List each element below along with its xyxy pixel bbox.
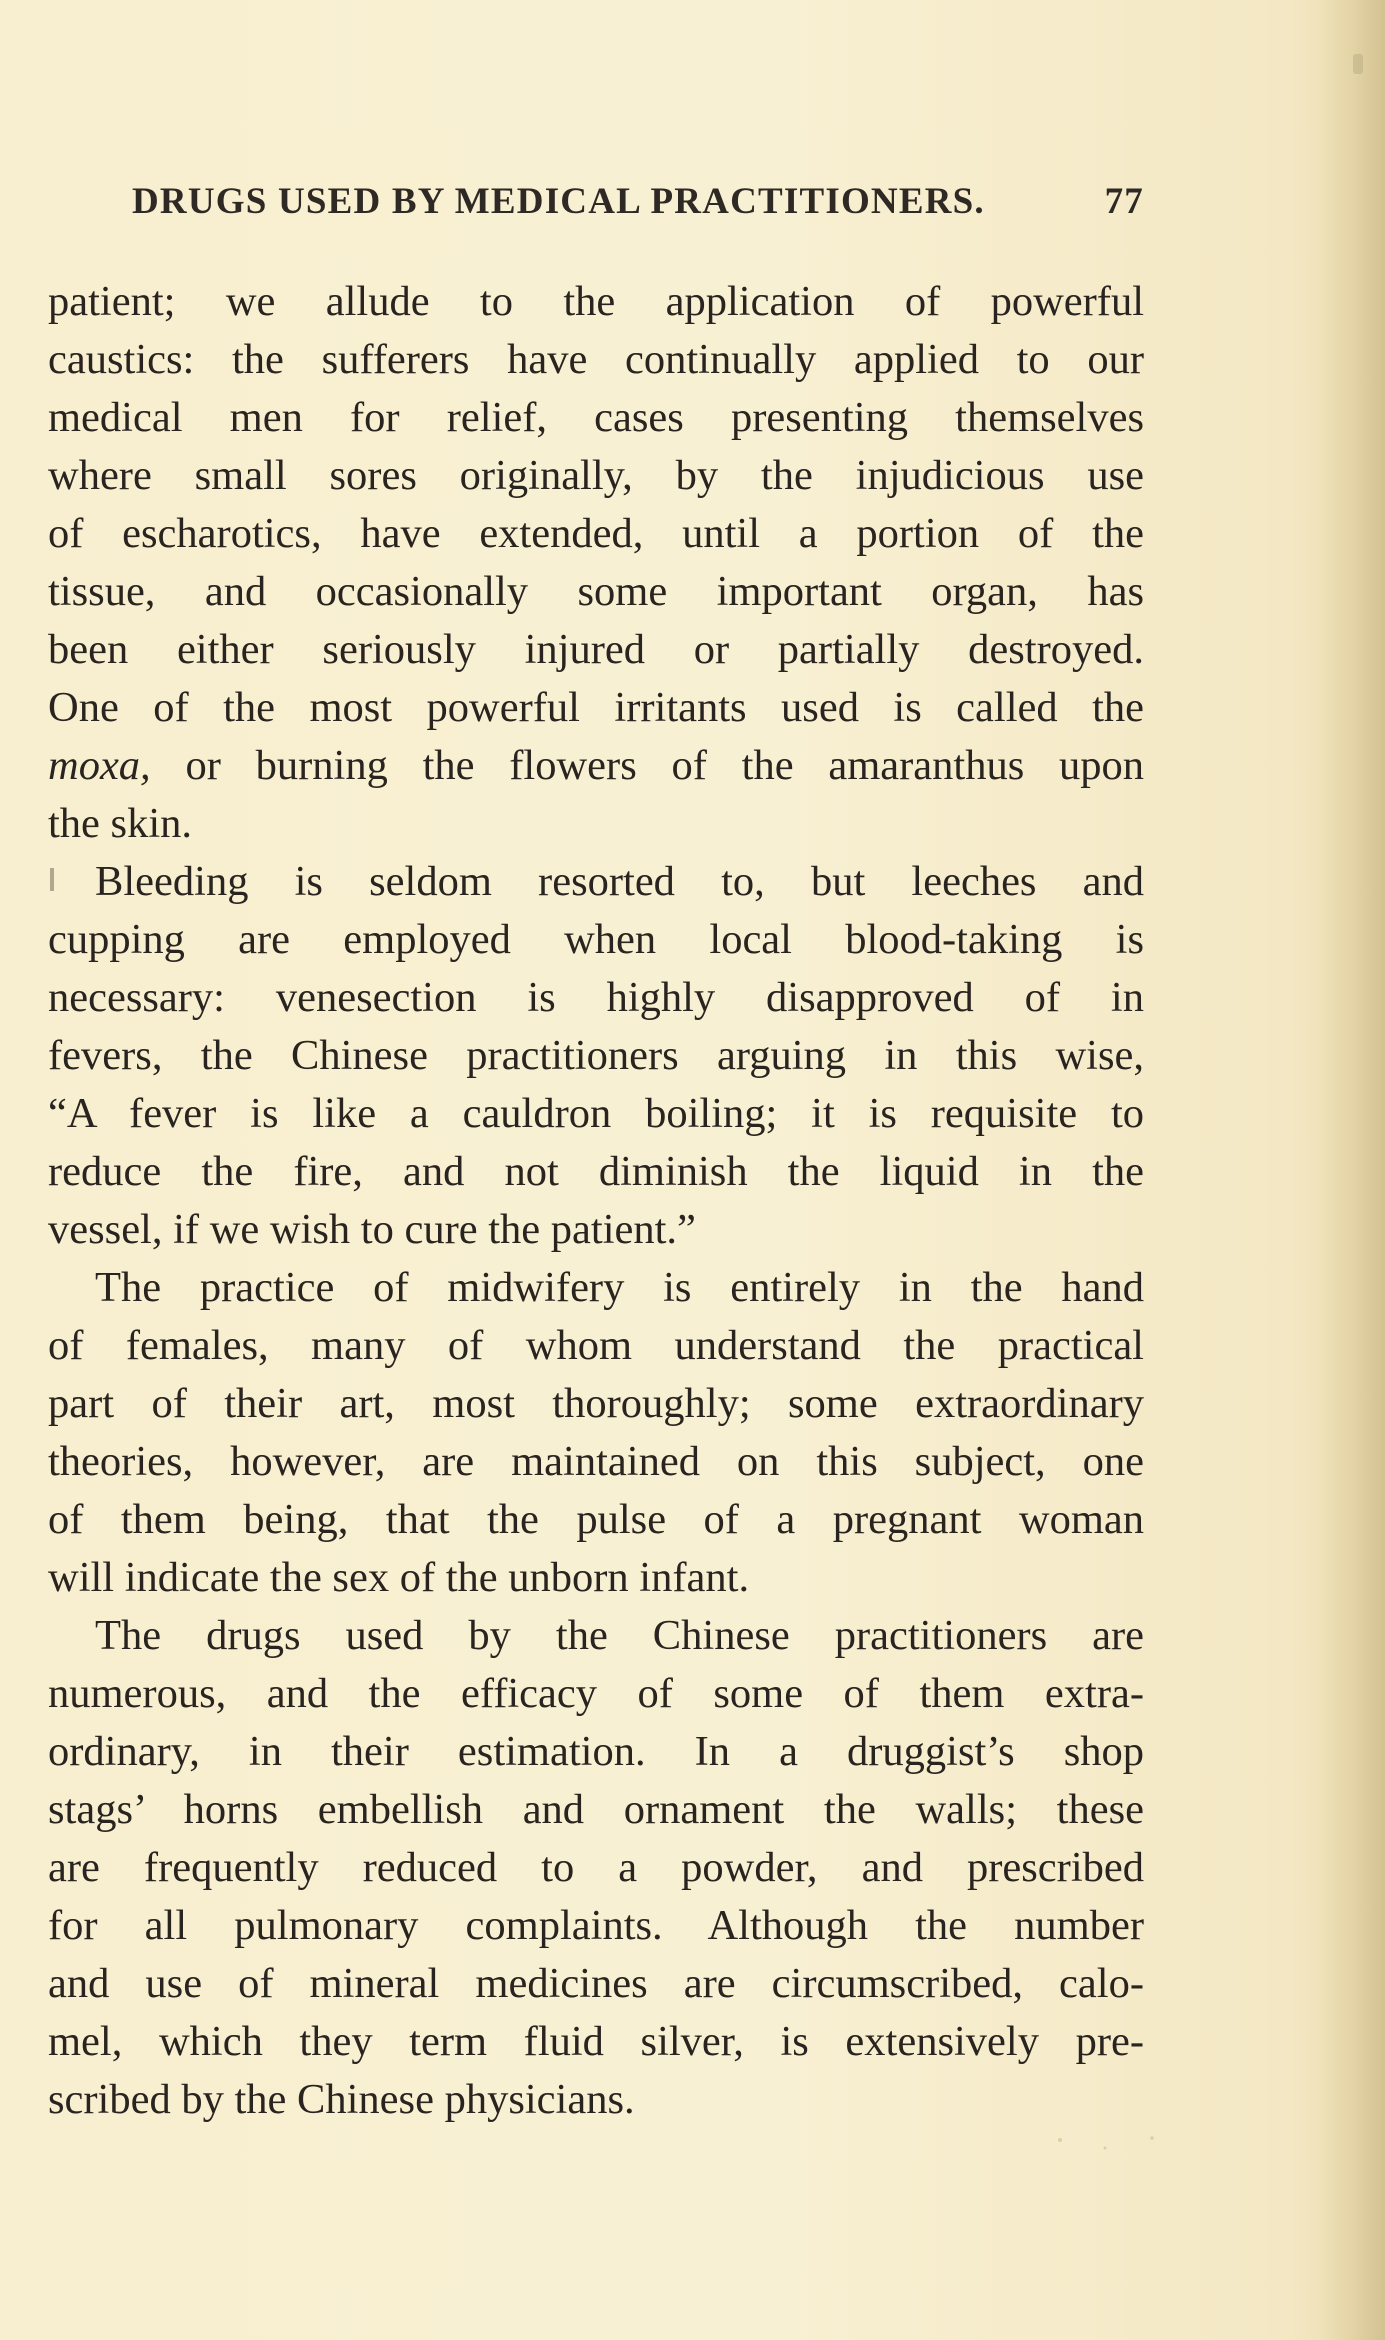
text-line: The practice of midwifery is entirely in the hand (95, 1264, 1144, 1311)
running-head-title: DRUGS USED BY MEDICAL PRACTITIONERS. (132, 181, 985, 222)
text-line: “A fever is like a cauldron boiling; it is requisite to (48, 1090, 1144, 1137)
paragraph-4 (48, 1607, 1144, 2129)
page-edge-mark (1353, 54, 1363, 74)
text-line: scribed by the Chinese physicians. (48, 2076, 635, 2123)
text-line: necessary: venesection is highly disapproved of in (48, 974, 1144, 1021)
text-line: fevers, the Chinese practitioners arguing in this wise, (48, 1032, 1144, 1079)
text-line: ordinary, in their estimation. In a druggist’s shop (48, 1728, 1144, 1775)
text-line: will indicate the sex of the unborn infant. (48, 1554, 750, 1601)
paragraph-2 (48, 853, 1144, 1259)
text-fragment: or burning the flowers of the amaranthus upon (185, 742, 1145, 789)
paragraph-3 (48, 1259, 1144, 1607)
text-line: of them being, that the pulse of a pregnant woman (48, 1496, 1144, 1543)
text-line: tissue, and occasionally some important organ, has (48, 568, 1144, 615)
running-head (132, 180, 1144, 228)
text-line: and use of mineral medicines are circumscribed, calo- (48, 1960, 1144, 2007)
text-line: vessel, if we wish to cure the patient.” (48, 1206, 696, 1253)
text-line: the skin. (48, 800, 193, 847)
page-number: 77 (1104, 181, 1144, 222)
paragraph-1 (48, 273, 1144, 853)
text-line: part of their art, most thoroughly; some extraordinary (48, 1380, 1144, 1427)
text-line: The drugs used by the Chinese practitioners are (95, 1612, 1144, 1659)
text-line: patient; we allude to the application of powerful (48, 278, 1144, 325)
text-line: are frequently reduced to a powder, and prescribed (48, 1844, 1144, 1891)
text-line: mel, which they term fluid silver, is extensively pre- (48, 2018, 1144, 2065)
text-line: of females, many of whom understand the practical (48, 1322, 1144, 1369)
text-line: been either seriously injured or partially destroyed. (48, 626, 1144, 673)
text-line: numerous, and the efficacy of some of them extra- (48, 1670, 1144, 1717)
text-line: for all pulmonary complaints. Although the number (48, 1902, 1144, 1949)
text-line: One of the most powerful irritants used is called the (48, 684, 1144, 731)
text-line: caustics: the sufferers have continually applied to our (48, 336, 1144, 383)
faint-page-specks (1050, 2130, 1170, 2160)
body-text (48, 273, 1144, 2129)
text-line: stags’ horns embellish and ornament the walls; these (48, 1786, 1144, 1833)
italic-term-moxa: moxa, (48, 742, 151, 789)
text-line: theories, however, are maintained on this subject, one (48, 1438, 1144, 1485)
text-line: where small sores originally, by the injudicious use (48, 452, 1144, 499)
text-line: of escharotics, have extended, until a portion of the (48, 510, 1144, 557)
text-line: reduce the fire, and not diminish the liquid in the (48, 1148, 1144, 1195)
text-line: Bleeding is seldom resorted to, but leeches and (95, 858, 1144, 905)
page-edge-shadow (1315, 0, 1385, 2340)
text-line-with-italic (48, 737, 1144, 795)
text-line: cupping are employed when local blood-taking is (48, 916, 1144, 963)
text-line: medical men for relief, cases presenting themselves (48, 394, 1144, 441)
